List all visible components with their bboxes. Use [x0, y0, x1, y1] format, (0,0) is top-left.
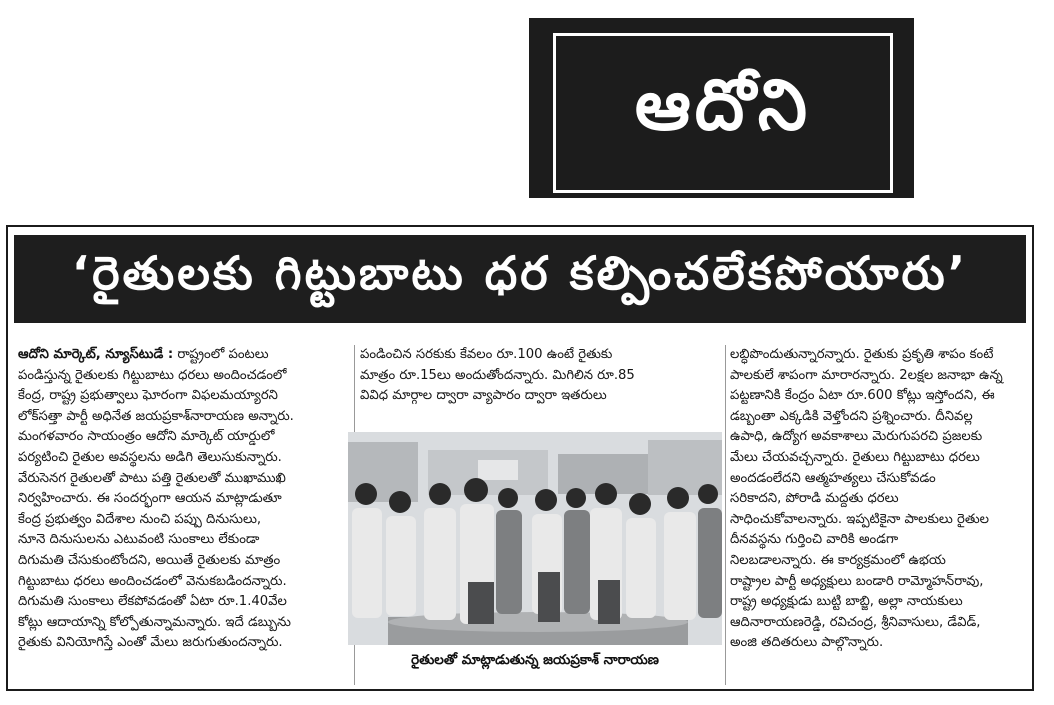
col1-line: గిట్టుబాటు ధరలు అందించడంలో వెనుకబడిందన్నారు.	[18, 573, 287, 589]
col3-line: నిలబడాలన్నారు. ఈ కార్యక్రమంలో ఉభయ	[730, 552, 946, 568]
col1-line: వేరుసెనగ రైతులతో పాటు పత్తి రైతులతో ముఖాముఖి	[18, 470, 286, 486]
col1-line: కేంద్ర, రాష్ట్ర ప్రభుత్వాలు ఘోరంగా విఫలమయ్యారని	[18, 388, 278, 404]
location-title: ఆదోని	[634, 63, 812, 146]
col1-line: దిగుమతి సుంకాలు లేకపోవడంతో ఏటా రూ.1.40వేల	[18, 594, 287, 610]
headline: ‘రైతులకు గిట్టుబాటు ధర కల్పించలేకపోయారు’	[71, 246, 969, 300]
col1-line: పర్యటించి రైతుల అవస్థలను అడిగి తెలుసుకున్నారు.	[18, 449, 282, 465]
article-column-2	[360, 345, 720, 415]
col1-line: మంగళవారం సాయంత్రం ఆదోని మార్కెట్‌ యార్డులో	[18, 429, 275, 445]
col2-line: మాత్రం రూ.15లు అందుతోందన్నారు. మిగిలిన రూ.85	[360, 367, 635, 383]
article-column-1	[18, 345, 350, 685]
col3-line: మేలు చేయవచ్చన్నారు. రైతులు గిట్టుబాటు ధరలు	[730, 449, 980, 465]
col3-line: సాధించుకోవాలన్నారు. ఇప్పటికైనా పాలకులు రైతుల	[730, 511, 989, 527]
photo-illustration	[348, 432, 722, 645]
col2-line: పండించిన సరకుకు కేవలం రూ.100 ఉంటే రైతుకు	[360, 347, 613, 362]
col3-line: అంజి తదితరులు పాల్గొన్నారు.	[730, 635, 884, 651]
col2-line: వివిధ మార్గాల ద్వారా వ్యాపారం ద్వారా ఇతరులు	[360, 388, 607, 404]
column-divider	[725, 345, 726, 685]
col3-line: సరికాదని, పోరాడి మద్దతు ధరలు	[730, 491, 899, 507]
col3-line: ఆదినారాయణరెడ్డి, రవిచంద్ర, శ్రీనివాసులు, డేవిడ్‌,	[730, 614, 981, 630]
dateline: ఆదోని మార్కెట్‌, న్యూస్‌టుడే :	[18, 347, 174, 362]
col3-line: దీనవస్థను గుర్తించి వారికి అండగా	[730, 532, 899, 548]
article-column-3	[730, 345, 1030, 685]
col1-line: పండిస్తున్న రైతులకు గిట్టుబాటు ధరలు అందించడంలో	[18, 367, 287, 383]
col1-line: దిగుమతి చేసుకుంటోందని, అయితే రైతులకు మాత్రం	[18, 552, 281, 568]
location-stamp	[553, 33, 893, 193]
col1-line: లోక్‌సత్తా పార్టీ అధినేత జయప్రకాశ్‌నారాయణ అన్నారు.	[18, 408, 294, 424]
col3-line: పట్టణానికి కేంద్రం ఏటా రూ.600 కోట్లు ఇస్తోందని, ఈ	[730, 388, 995, 404]
news-article	[6, 225, 1034, 691]
news-photo	[348, 432, 722, 645]
col3-line: రాష్ట్ర అధ్యక్షుడు బుట్టి బాబ్జి, అల్లా నాయకులు	[730, 594, 963, 610]
col1-line: కేంద్ర ప్రభుత్వం విదేశాల నుంచి పప్పు దినుసులు,	[18, 511, 262, 527]
col1-line: రైతుకు వినియోగిస్తే ఎంతో మేలు జరుగుతుందన్నారు.	[18, 635, 283, 651]
col3-line: డబ్బంతా ఎక్కడికి వెళ్తోందని ప్రశ్నించారు. దీనివల్ల	[730, 408, 973, 424]
col3-line: లబ్ధిపొందుతున్నారన్నారు. రైతుకు ప్రకృతి శాపం కంటే	[730, 347, 994, 362]
col1-line: కోట్లు ఆదాయాన్ని కోల్పోతున్నామన్నారు. ఇదే డబ్బును	[18, 614, 291, 630]
col3-line: పాలకులే శాపంగా మారారన్నారు. 2లక్షల జనాభా ఉన్న	[730, 367, 1003, 383]
col1-line: నిర్వహించారు. ఈ సందర్భంగా ఆయన మాట్లాడుతూ	[18, 491, 282, 507]
col3-line: రాష్ట్రాల పార్టీ అధ్యక్షులు బండారి రామ్మోహన్‌రావు,	[730, 573, 984, 589]
headline-bar	[14, 235, 1026, 323]
col3-line: అందడంలేదని ఆత్మహత్యలు చేసుకోవడం	[730, 470, 936, 486]
col1-line: నూనె దినుసులను ఎటువంటి సుంకాలు లేకుండా	[18, 532, 260, 548]
col3-line: ఉపాధి, ఉద్యోగ అవకాశాలు మెరుగుపరచి ప్రజలకు	[730, 429, 983, 445]
photo-caption: రైతులతో మాట్లాడుతున్న జయప్రకాశ్‌ నారాయణ	[411, 652, 659, 668]
col1-line-0: రాష్ట్రంలో పంటలు	[177, 347, 269, 362]
